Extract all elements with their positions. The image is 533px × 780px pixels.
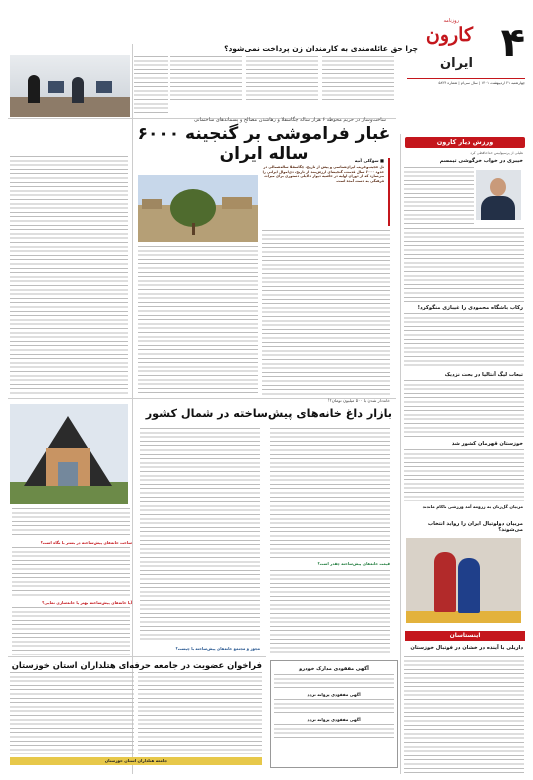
sports-section-header: ورزش دیار کارون — [405, 137, 525, 148]
sports-kicker: هلیلی از پرسپولیس خداحافظی کرد — [470, 151, 523, 155]
lead-box — [262, 158, 390, 226]
sports-headline-5: مربیان گل‌زنان به رزومه آمد ورزشی ناکام ماندند — [422, 504, 523, 509]
ad-text-2 — [274, 699, 394, 715]
sports-headline-6: مربیان دولوتیال ایران را رواید انتخاب می‌شوند؟ — [427, 521, 523, 533]
ad-text-1 — [274, 674, 394, 690]
story2-col2 — [140, 428, 260, 642]
story2-col1b — [270, 570, 390, 654]
sports-text-e — [404, 449, 524, 501]
teaser-text-col2 — [246, 56, 318, 100]
main-headline: غبار فراموشی بر گنجینه ۶۰۰۰ ساله ایران — [137, 124, 391, 164]
sports-headline-2: رکاب باشگاه محمودی را غیبازی منگوکرد! — [417, 305, 523, 311]
archaeological-site-photo — [138, 175, 258, 242]
page-number: ۴ — [500, 20, 525, 66]
ad-title-1: آگهی مفقودی مدارک خودرو — [299, 666, 369, 672]
teaser-text-col1 — [322, 56, 394, 100]
teaser-headline: چرا حق عائله‌مندی به کارمندان زن پرداخت نمی‌شود؟ — [224, 44, 418, 53]
coach-photo — [476, 170, 521, 220]
teaser-text-col3 — [170, 56, 242, 100]
sports-text-c — [404, 313, 524, 369]
story2-col1 — [270, 428, 390, 558]
sports-headline-3: تبعات لیگ آنتالیا در بحث نزدیک — [444, 372, 523, 378]
wrestlers-photo — [406, 538, 521, 623]
masthead — [407, 16, 525, 88]
divider — [8, 656, 266, 657]
ad-title-3: آگهی مفقودی پروانه تردد — [307, 717, 361, 722]
sports-text-b — [404, 228, 524, 303]
story2-subhead-red-2: آیا خانه‌های پیش‌ساخته بهتر یا خانه‌سازی نمایی؟ — [42, 600, 132, 605]
notice-signer: جامعه هتلداران استان خوزستان — [10, 757, 262, 765]
lead-text: تل عجیب‌وغریب ایران‌شناسی و پیش از تاریخ، چگاسفلا ساله‌شمالی در حدود ۶۰۰۰ سال قدمت، گنجینه‌ای ارزش‌مند از تاریخ، دی‌اموال ایرانی را می‌سازد که از دوران اولیه در حاشیه دیوار دلایلی دستوری برای میراث فرهنگی به دست آمده است. — [262, 165, 384, 183]
story2-subhead-green: قیمت خانه‌های پیش‌ساخته چقدر است؟ — [317, 561, 390, 566]
story2-col3c — [12, 607, 130, 655]
prefab-house-photo — [10, 404, 128, 504]
sports-headline-1: خیبری در خواب خرگوشی تیمسم — [439, 158, 523, 164]
notice-text-col1 — [138, 672, 262, 754]
teaser-text-col4 — [134, 56, 168, 116]
story2-kicker: خانه‌دار شدن با ۵۰۰ میلیون تومان؟! — [327, 398, 390, 403]
insta-text — [404, 656, 524, 774]
ad-text-3 — [274, 724, 394, 740]
newspaper-logo: کارون — [425, 24, 473, 46]
main-story-col1 — [262, 230, 390, 395]
insta-headline: داریلی با آینده در خشان در فوتبال خوزستان — [410, 645, 523, 651]
ad-title-2: آگهی مفقودی پروانه تردد — [307, 692, 361, 697]
classified-ads-box — [270, 660, 398, 768]
column-divider — [400, 134, 401, 774]
story2-subhead-blue: مجوز و مجتمع خانه‌های پیش‌ساخته با چیست؟ — [175, 646, 260, 651]
story2-headline: بازار داغ خانه‌های پیش‌ساخته در شمال کشور — [145, 407, 392, 420]
logo-tagline: روزنامه — [443, 18, 459, 24]
author-name: ■ سوگلی آتیه — [354, 158, 384, 163]
notice-headline: فراخوان عضویت در جامعه حرفه‌ای هتلداران استان خوزستان — [11, 660, 262, 670]
story2-col3a — [12, 508, 130, 538]
main-story-col2 — [138, 246, 258, 395]
office-workers-photo — [10, 55, 130, 117]
section-title: ایران — [440, 56, 473, 71]
instagram-section-header: اینستاسان — [405, 631, 525, 641]
main-story-kicker: ساخت‌وساز در حریم محوطه ۶ هزار ساله چگاسفلا و رهاشدن مصالح و پسماندهای ساختمانی — [194, 117, 386, 123]
sports-text-d — [404, 380, 524, 438]
notice-text-col2 — [10, 672, 134, 754]
sports-headline-4: خوزستان قهرمان کشور شد — [451, 441, 523, 447]
dateline: چهارشنبه ۲۱ اردیبهشت ۱۴۰۱ | سال سی‌ام | شماره ۵۸۲۴ — [407, 78, 525, 85]
sports-text-a — [404, 167, 474, 225]
story2-subhead-red: ساخت خانه‌های پیش‌ساخته در بستر با نگاه است؟ — [40, 540, 132, 545]
story2-col3b — [12, 547, 130, 597]
main-story-col3 — [10, 156, 128, 396]
